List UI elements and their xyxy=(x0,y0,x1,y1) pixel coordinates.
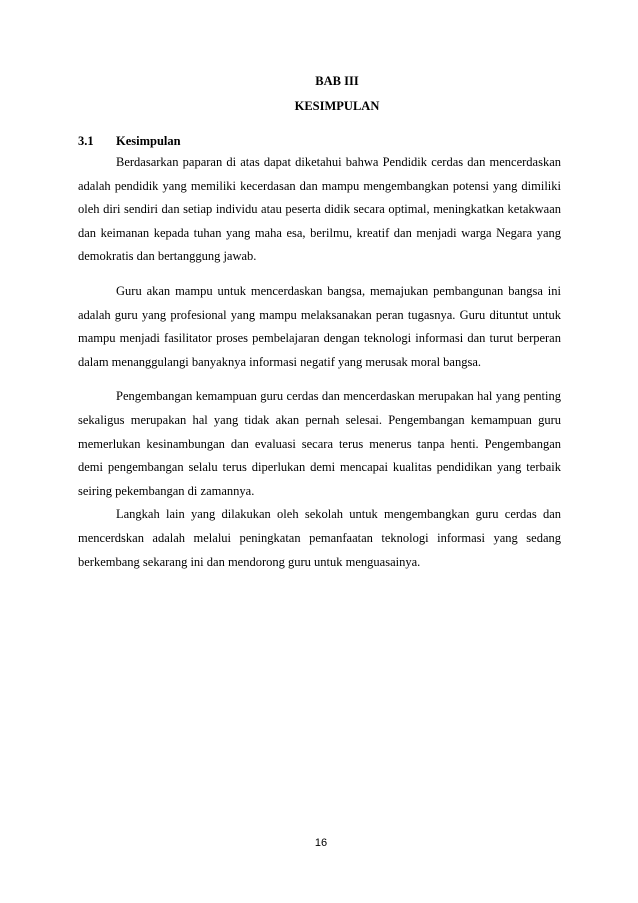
paragraph-3: Pengembangan kemampuan guru cerdas dan mencerdaskan merupakan hal yang penting sekaligus merupakan hal yang tidak akan pernah selesai. Pengembangan kemampuan guru memerlukan kesinambungan dan evaluasi secara terus menerus tanpa henti. Pengembangan demi pengembangan selalu terus diperlukan demi mencapai kualitas pendidikan yang terbaik seiring pekembangan di zamannya. xyxy=(78,389,561,498)
page-number: 16 xyxy=(314,837,328,849)
paragraph-4: Langkah lain yang dilakukan oleh sekolah untuk mengembangkan guru cerdas dan mencerdskan adalah melalui peningkatan pemanfaatan teknologi informasi yang sedang berkembang sekarang ini dan mendorong guru untuk menguasainya. xyxy=(78,507,561,569)
section-number: 3.1 xyxy=(78,134,94,148)
section-heading xyxy=(78,133,181,149)
paragraph-1: Berdasarkan paparan di atas dapat diketahui bahwa Pendidik cerdas dan mencerdaskan adalah pendidik yang memiliki kecerdasan dan mampu mengembangkan potensi yang dimiliki oleh diri sendiri dan setiap individu atau peserta didik secara optimal, meningkatkan ketakwaan dan keimanan kepada tuhan yang maha esa, berilmu, kreatif dan menjadi warga Negara yang demokratis dan bertanggung jawab. xyxy=(78,155,561,264)
chapter-number: BAB III xyxy=(315,74,359,88)
body-text xyxy=(78,151,561,574)
section-title: Kesimpulan xyxy=(116,134,181,148)
paragraph-2: Guru akan mampu untuk mencerdaskan bangsa, memajukan pembangunan bangsa ini adalah guru yang profesional yang mampu melaksanakan peran tugasnya. Guru dituntut untuk mampu menjadi fasilitator proses pembelajaran dengan teknologi informasi dan turut berperan dalam menanggulangi banyaknya informasi negatif yang merusak moral bangsa. xyxy=(78,283,561,369)
chapter-title: KESIMPULAN xyxy=(294,99,380,113)
